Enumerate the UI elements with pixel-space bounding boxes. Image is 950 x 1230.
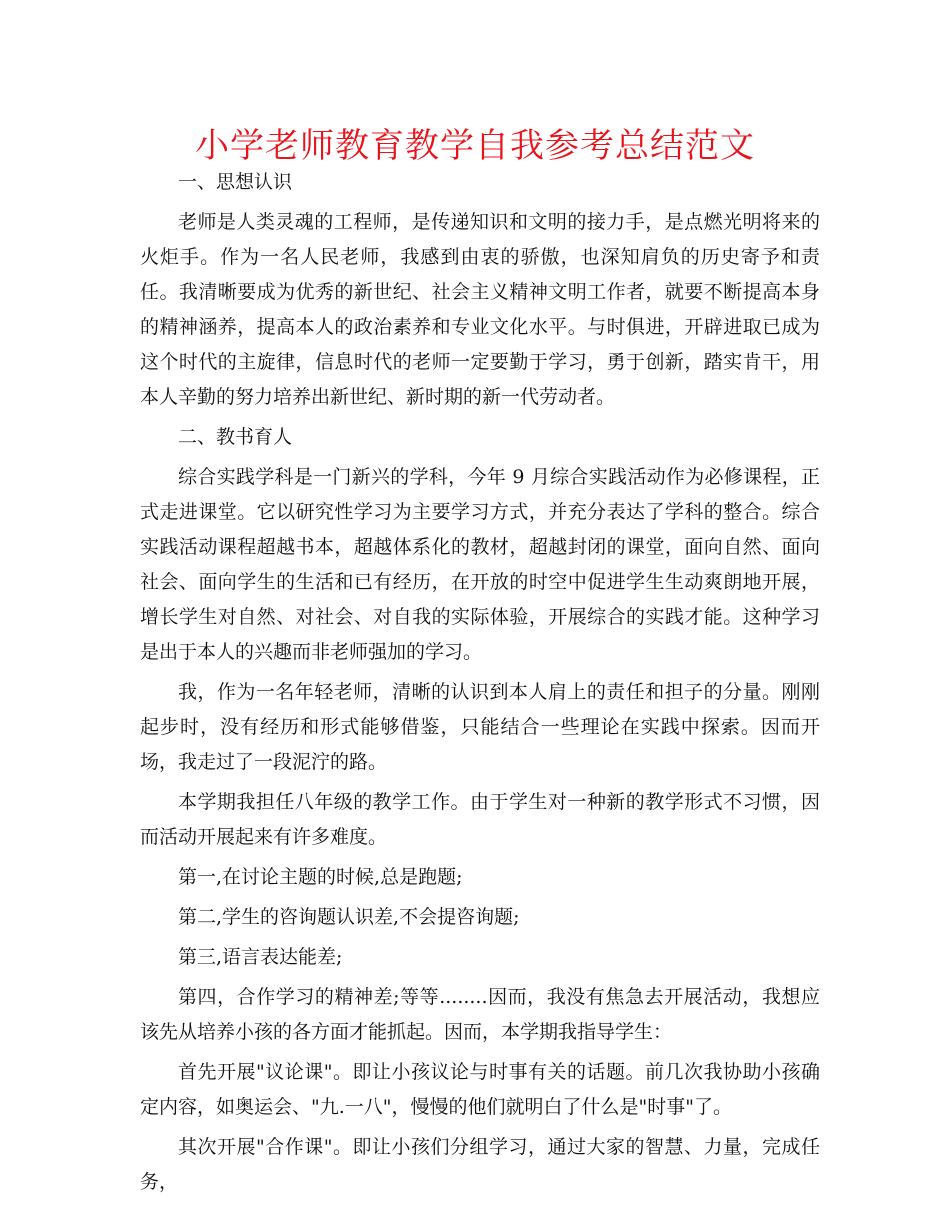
paragraph: 其次开展"合作课"。即让小孩们分组学习，通过大家的智慧、力量，完成任务，: [140, 1136, 820, 1193]
paragraph: 我，作为一名年轻老师，清晰的认识到本人肩上的责任和担子的分量。刚刚起步时，没有经历和形式能够借鉴，只能结合一些理论在实践中探索。因而开场，我走过了一段泥泞的路。: [140, 681, 820, 773]
list-item: 第一,在讨论主题的时候,总是跑题;: [178, 866, 463, 888]
paragraph: 首先开展"议论课"。即让小孩议论与时事有关的话题。前几次我协助小孩确定内容，如奥运会、"九.一八"，慢慢的他们就明白了什么是"时事"了。: [140, 1061, 820, 1118]
document-body: [140, 165, 820, 1205]
paragraph: 本学期我担任八年级的教学工作。由于学生对一种新的教学形式不习惯，因而活动开展起来有许多难度。: [140, 791, 820, 848]
list-item: 第二,学生的咨询题认识差,不会提咨询题;: [178, 906, 520, 928]
list-item: 第四，合作学习的精神差;等等........因而，我没有焦急去开展活动，我想应该先从培养小孩的各方面才能抓起。因而，本学期我指导学生：: [140, 986, 820, 1043]
section-heading-1: 一、思想认识: [178, 171, 293, 193]
paragraph: 老师是人类灵魂的工程师，是传递知识和文明的接力手，是点燃光明将来的火炬手。作为一名人民老师，我感到由衷的骄傲，也深知肩负的历史寄予和责任。我清晰要成为优秀的新世纪、社会主义精神文明工作者，就要不断提高本身的精神涵养，提高本人的政治素养和专业文化水平。与时俱进，开辟进取已成为这个时代的主旋律，信息时代的老师一定要勤于学习，勇于创新，踏实肯干，用本人辛勤的努力培养出新世纪、新时期的新一代劳动者。: [140, 211, 820, 408]
document-title: 小学老师教育教学自我参考总结范文: [195, 126, 755, 166]
list-item: 第三,语言表达能差;: [178, 946, 343, 968]
paragraph: 综合实践学科是一门新兴的学科，今年 9 月综合实践活动作为必修课程，正式走进课堂。它以研究性学习为主要学习方式，并充分表达了学科的整合。综合实践活动课程超越书本，超越体系化的教材，超越封闭的课堂，面向自然、面向社会、面向学生的生活和已有经历，在开放的时空中促进学生生动爽朗地开展，增长学生对自然、对社会、对自我的实际体验，开展综合的实践才能。这种学习是出于本人的兴趣而非老师强加的学习。: [140, 466, 820, 663]
section-heading-2: 二、教书育人: [178, 426, 293, 448]
